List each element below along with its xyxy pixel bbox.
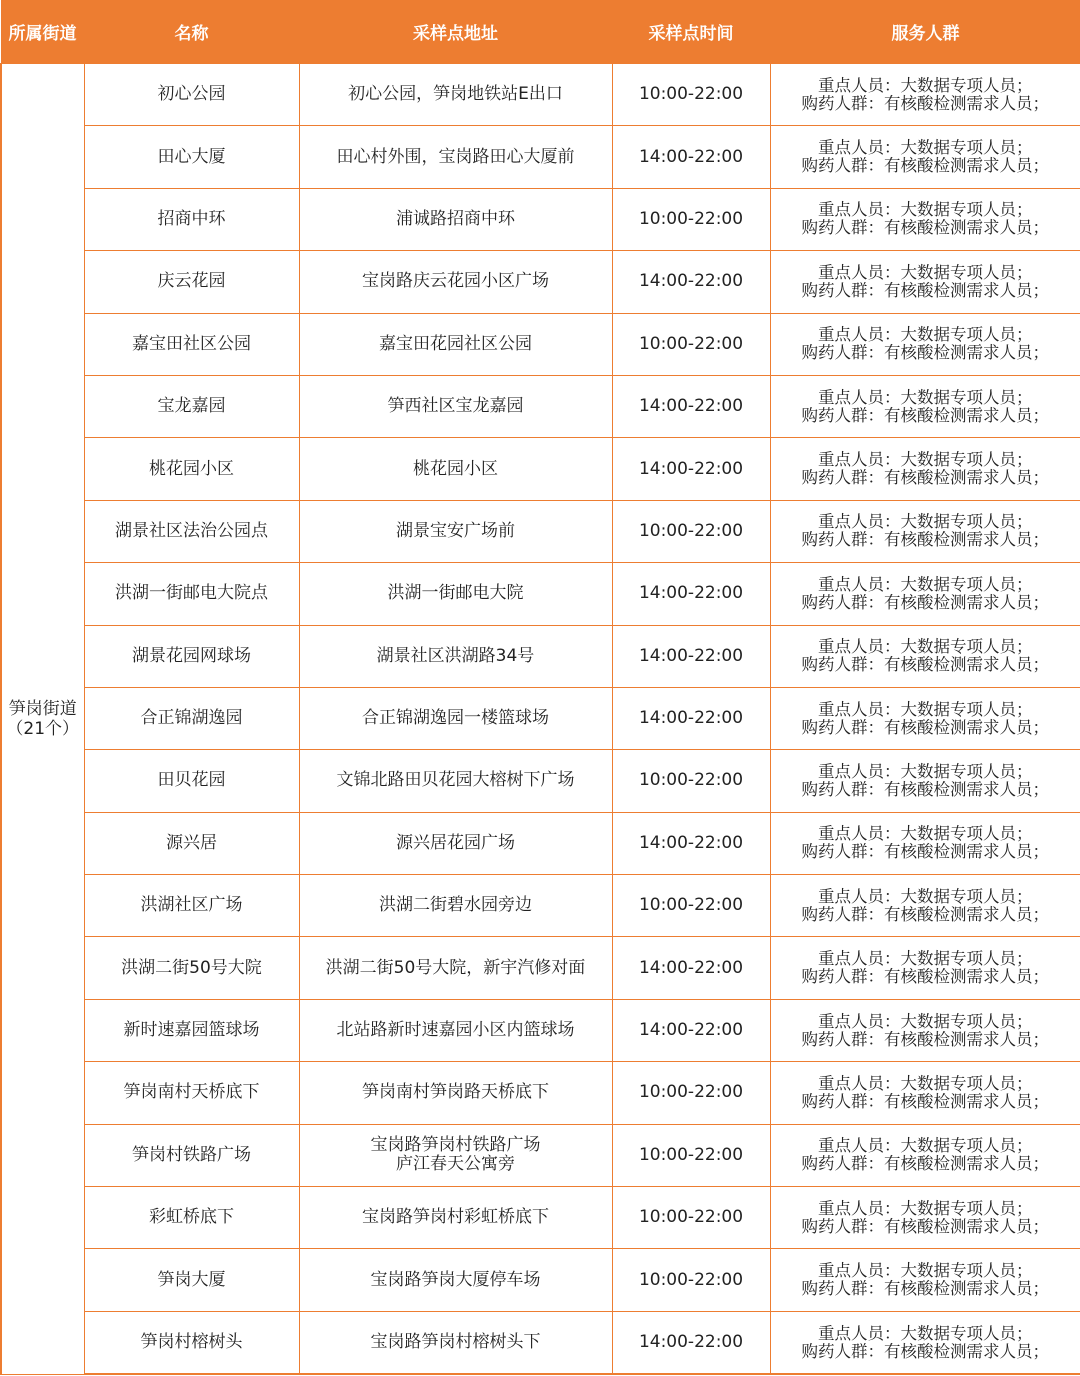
site-address [299,438,612,500]
site-time: 14:00-22:00 [612,126,770,188]
site-service [770,687,1080,749]
site-name: 嘉宝田社区公园 [84,313,299,375]
site-address-line: 合正锦湖逸园一楼篮球场 [362,708,549,729]
service-line-key-personnel: 重点人员：大数据专项人员； [818,200,1033,220]
site-time: 10:00-22:00 [612,1062,770,1124]
service-line-key-personnel: 重点人员：大数据专项人员； [818,512,1033,532]
service-line-key-personnel: 重点人员：大数据专项人员； [818,1136,1033,1156]
service-line-key-personnel: 重点人员：大数据专项人员； [818,949,1033,969]
table-row [1,375,1080,437]
table-row [1,126,1080,188]
site-name: 洪湖二街50号大院 [84,937,299,999]
service-line-medicine-buyers: 购药人群：有核酸检测需求人员； [801,1154,1049,1174]
site-service [770,1187,1080,1249]
site-address [299,625,612,687]
table-row [1,1249,1080,1311]
site-service [770,750,1080,812]
site-address-line: 浦诚路招商中环 [396,208,515,229]
site-time: 14:00-22:00 [612,1311,770,1374]
site-service [770,64,1080,126]
site-address-line: 洪湖一街邮电大院 [387,583,524,604]
site-address-line: 洪湖二街碧水园旁边 [379,895,532,916]
table-row [1,937,1080,999]
site-address [299,999,612,1061]
site-address [299,313,612,375]
table-row [1,812,1080,874]
service-line-key-personnel: 重点人员：大数据专项人员； [818,262,1033,282]
site-service [770,875,1080,937]
service-line-medicine-buyers: 购药人群：有核酸检测需求人员； [801,842,1049,862]
table-row [1,1062,1080,1124]
site-service [770,937,1080,999]
service-line-medicine-buyers: 购药人群：有核酸检测需求人员； [801,717,1049,737]
site-address [299,64,612,126]
site-address [299,1311,612,1374]
header-address: 采样点地址 [299,0,612,64]
service-line-key-personnel: 重点人员：大数据专项人员； [818,325,1033,345]
site-time: 14:00-22:00 [612,937,770,999]
site-time: 10:00-22:00 [612,1124,770,1186]
service-line-key-personnel: 重点人员：大数据专项人员； [818,824,1033,844]
site-address-line: 桃花园小区 [413,458,498,479]
header-service: 服务人群 [770,0,1080,64]
site-service [770,251,1080,313]
service-line-medicine-buyers: 购药人群：有核酸检测需求人员； [801,1029,1049,1049]
site-address [299,375,612,437]
site-name: 新时速嘉园篮球场 [84,999,299,1061]
site-service [770,1124,1080,1186]
site-service [770,438,1080,500]
table-body [1,64,1080,1375]
site-address-line: 宝岗路笋岗大厦停车场 [370,1269,541,1290]
site-time: 14:00-22:00 [612,375,770,437]
service-line-medicine-buyers: 购药人群：有核酸检测需求人员； [801,779,1049,799]
site-time: 10:00-22:00 [612,1187,770,1249]
site-name: 洪湖一街邮电大院点 [84,563,299,625]
service-line-key-personnel: 重点人员：大数据专项人员； [818,1011,1033,1031]
service-line-key-personnel: 重点人员：大数据专项人员； [818,574,1033,594]
table-row [1,875,1080,937]
table-row [1,563,1080,625]
service-line-medicine-buyers: 购药人群：有核酸检测需求人员； [801,1279,1049,1299]
site-service [770,1249,1080,1311]
site-name: 笋岗村榕树头 [84,1311,299,1374]
site-service [770,563,1080,625]
site-time: 14:00-22:00 [612,438,770,500]
site-time: 14:00-22:00 [612,625,770,687]
site-service [770,1311,1080,1374]
street-count: （21个） [6,718,80,739]
site-time: 10:00-22:00 [612,1249,770,1311]
site-address [299,1062,612,1124]
site-address-line: 宝岗路庆云花园小区广场 [362,271,549,292]
service-line-medicine-buyers: 购药人群：有核酸检测需求人员； [801,904,1049,924]
service-line-medicine-buyers: 购药人群：有核酸检测需求人员； [801,280,1049,300]
site-address-line: 洪湖二街50号大院，新宇汽修对面 [325,957,586,978]
table-row [1,313,1080,375]
site-service [770,999,1080,1061]
site-address-line: 宝岗路笋岗村铁路广场 [370,1135,541,1156]
service-line-medicine-buyers: 购药人群：有核酸检测需求人员； [801,156,1049,176]
site-address-line: 宝岗路笋岗村彩虹桥底下 [362,1207,549,1228]
site-name: 初心公园 [84,64,299,126]
service-line-medicine-buyers: 购药人群：有核酸检测需求人员； [801,1091,1049,1111]
site-time: 14:00-22:00 [612,251,770,313]
site-address-line: 笋西社区宝龙嘉园 [387,396,524,417]
site-name: 笋岗南村天桥底下 [84,1062,299,1124]
table-row [1,500,1080,562]
site-service [770,625,1080,687]
site-address-line: 文锦北路田贝花园大榕树下广场 [336,770,575,791]
table-row [1,687,1080,749]
site-name: 田贝花园 [84,750,299,812]
table-row [1,1311,1080,1374]
street-cell [1,64,84,1375]
site-address [299,563,612,625]
site-service [770,188,1080,250]
service-line-key-personnel: 重点人员：大数据专项人员； [818,761,1033,781]
site-time: 10:00-22:00 [612,875,770,937]
site-address-line: 湖景宝安广场前 [396,520,515,541]
site-address [299,812,612,874]
site-service [770,1062,1080,1124]
site-time: 10:00-22:00 [612,313,770,375]
site-name: 宝龙嘉园 [84,375,299,437]
service-line-medicine-buyers: 购药人群：有核酸检测需求人员； [801,343,1049,363]
service-line-key-personnel: 重点人员：大数据专项人员； [818,1261,1033,1281]
site-name: 合正锦湖逸园 [84,687,299,749]
site-address [299,251,612,313]
table-row [1,1124,1080,1186]
service-line-key-personnel: 重点人员：大数据专项人员； [818,387,1033,407]
table-header [1,0,1080,64]
site-time: 14:00-22:00 [612,812,770,874]
site-address [299,875,612,937]
site-address-line: 初心公园，笋岗地铁站E出口 [348,84,563,105]
site-name: 田心大厦 [84,126,299,188]
site-service [770,500,1080,562]
service-line-medicine-buyers: 购药人群：有核酸检测需求人员； [801,93,1049,113]
service-line-medicine-buyers: 购药人群：有核酸检测需求人员； [801,468,1049,488]
site-name: 招商中环 [84,188,299,250]
site-name: 源兴居 [84,812,299,874]
table-row [1,64,1080,126]
site-address-line: 嘉宝田花园社区公园 [379,333,532,354]
site-address [299,1187,612,1249]
table-row [1,438,1080,500]
site-name: 湖景花园网球场 [84,625,299,687]
service-line-key-personnel: 重点人员：大数据专项人员； [818,450,1033,470]
service-line-key-personnel: 重点人员：大数据专项人员； [818,138,1033,158]
site-name: 湖景社区法治公园点 [84,500,299,562]
site-name: 笋岗村铁路广场 [84,1124,299,1186]
site-time: 10:00-22:00 [612,64,770,126]
site-address [299,937,612,999]
site-name: 彩虹桥底下 [84,1187,299,1249]
site-time: 14:00-22:00 [612,563,770,625]
site-service [770,313,1080,375]
service-line-medicine-buyers: 购药人群：有核酸检测需求人员； [801,1341,1049,1361]
site-address-line: 宝岗路笋岗村榕树头下 [370,1332,541,1352]
header-name: 名称 [84,0,299,64]
site-name: 庆云花园 [84,251,299,313]
site-service [770,126,1080,188]
service-line-key-personnel: 重点人员：大数据专项人员； [818,1073,1033,1093]
site-time: 10:00-22:00 [612,750,770,812]
site-address-line: 湖景社区洪湖路34号 [376,645,535,666]
site-address [299,188,612,250]
site-service [770,812,1080,874]
table-row [1,251,1080,313]
site-name: 桃花园小区 [84,438,299,500]
table-row [1,625,1080,687]
service-line-key-personnel: 重点人员：大数据专项人员； [818,75,1033,95]
service-line-key-personnel: 重点人员：大数据专项人员； [818,637,1033,657]
service-line-medicine-buyers: 购药人群：有核酸检测需求人员； [801,530,1049,550]
site-time: 14:00-22:00 [612,999,770,1061]
site-address [299,1124,612,1186]
site-name: 洪湖社区广场 [84,875,299,937]
service-line-key-personnel: 重点人员：大数据专项人员； [818,699,1033,719]
header-row [1,0,1080,64]
table-row [1,999,1080,1061]
service-line-medicine-buyers: 购药人群：有核酸检测需求人员； [801,218,1049,238]
site-time: 10:00-22:00 [612,500,770,562]
service-line-medicine-buyers: 购药人群：有核酸检测需求人员； [801,967,1049,987]
service-line-key-personnel: 重点人员：大数据专项人员； [818,1323,1033,1343]
table-row [1,188,1080,250]
site-address-line: 北站路新时速嘉园小区内篮球场 [336,1020,575,1041]
site-time: 10:00-22:00 [612,188,770,250]
site-address-line: 庐江春天公寓旁 [396,1154,515,1175]
site-time: 14:00-22:00 [612,687,770,749]
table-row [1,750,1080,812]
service-line-medicine-buyers: 购药人群：有核酸检测需求人员； [801,655,1049,675]
service-line-medicine-buyers: 购药人群：有核酸检测需求人员； [801,1216,1049,1236]
site-address-line: 源兴居花园广场 [396,832,515,853]
street-name: 笋岗街道 [8,698,77,719]
site-address [299,750,612,812]
table-row [1,1187,1080,1249]
site-service [770,375,1080,437]
service-line-medicine-buyers: 购药人群：有核酸检测需求人员； [801,592,1049,612]
site-address-line: 笋岗南村笋岗路天桥底下 [362,1082,549,1103]
site-address [299,500,612,562]
site-name: 笋岗大厦 [84,1249,299,1311]
service-line-key-personnel: 重点人员：大数据专项人员； [818,886,1033,906]
service-line-medicine-buyers: 购药人群：有核酸检测需求人员； [801,405,1049,425]
site-address-line: 田心村外围，宝岗路田心大厦前 [336,146,575,167]
service-line-key-personnel: 重点人员：大数据专项人员； [818,1198,1033,1218]
site-address [299,1249,612,1311]
header-street: 所属街道 [1,0,84,64]
site-address [299,687,612,749]
site-address [299,126,612,188]
header-time: 采样点时间 [612,0,770,64]
